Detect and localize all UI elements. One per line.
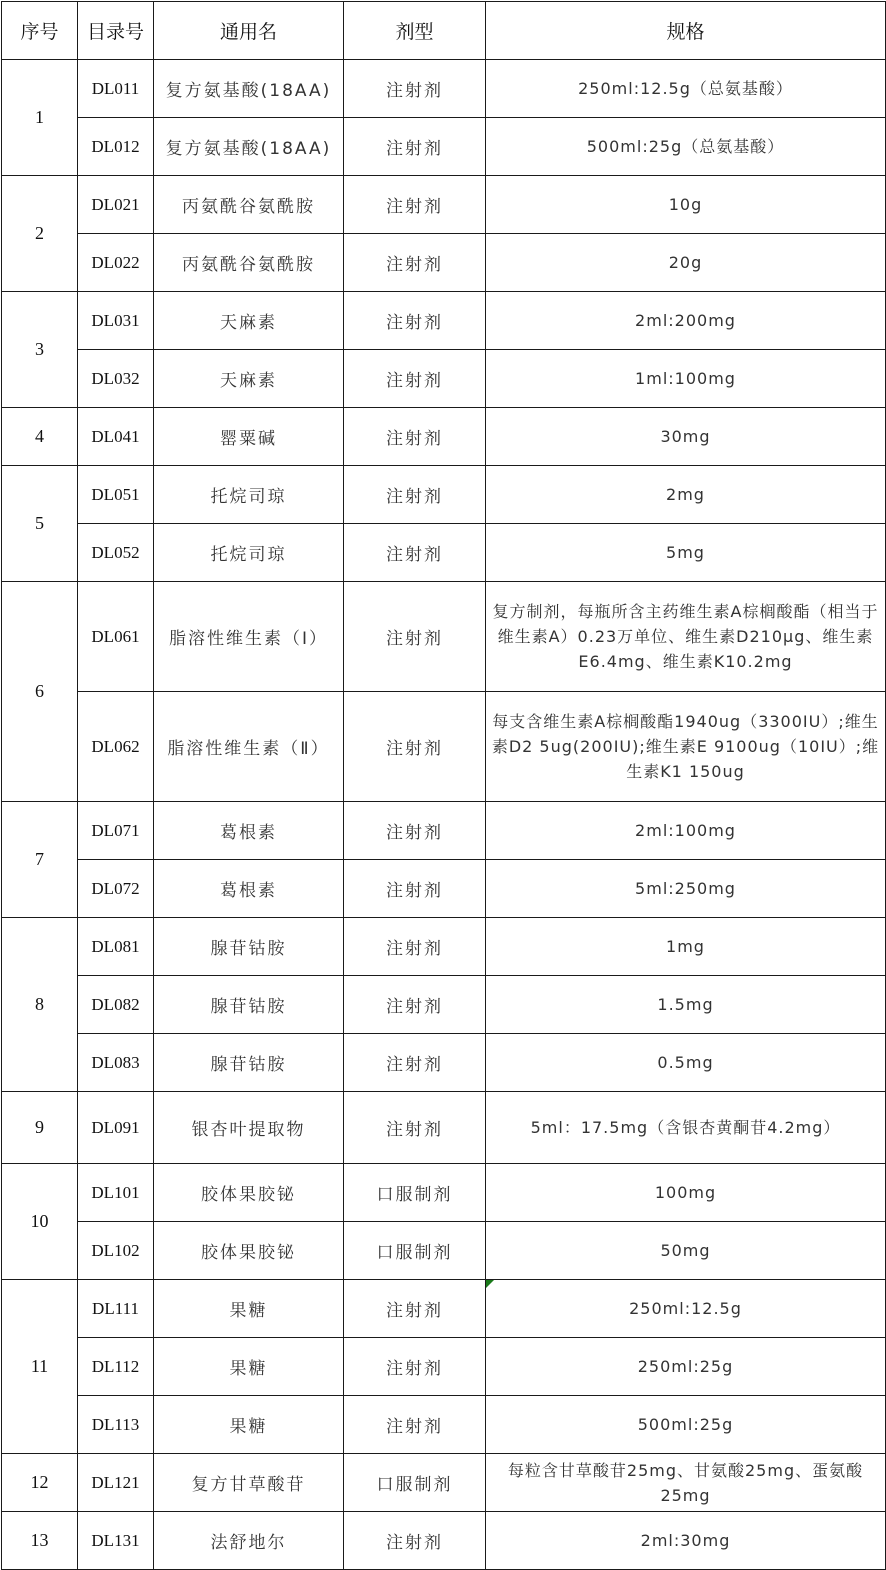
table-row xyxy=(2,408,886,466)
cell-catalog-code xyxy=(78,524,154,582)
cell-seq: 11 xyxy=(2,1280,78,1454)
cell-catalog-code xyxy=(78,1454,154,1512)
cell-dosage-form xyxy=(344,118,486,176)
cell-generic-name-text: 罂粟碱 xyxy=(220,429,277,449)
cell-catalog-code xyxy=(78,582,154,692)
cell-catalog-code xyxy=(78,1164,154,1222)
cell-specification xyxy=(486,524,886,582)
cell-generic-name xyxy=(154,234,344,292)
cell-catalog-code xyxy=(78,234,154,292)
cell-generic-name xyxy=(154,176,344,234)
table-body xyxy=(2,60,886,1570)
cell-specification-text: 1.5mg xyxy=(657,995,714,1014)
cell-dosage-form xyxy=(344,176,486,234)
table-row xyxy=(2,466,886,524)
cell-specification-text: 10g xyxy=(668,195,703,214)
cell-specification-text: 复方制剂，每瓶所含主药维生素A棕榈酸酯（相当于维生素A）0.23万单位、维生素D210μg、维生素E6.4mg、维生素K10.2mg xyxy=(492,602,879,671)
cell-generic-name xyxy=(154,60,344,118)
cell-dosage-form xyxy=(344,802,486,860)
cell-specification xyxy=(486,234,886,292)
cell-catalog-code-text: DL052 xyxy=(91,542,140,562)
cell-dosage-form xyxy=(344,524,486,582)
table-row xyxy=(2,802,886,860)
cell-specification xyxy=(486,1164,886,1222)
cell-dosage-form-text: 注射剂 xyxy=(386,1533,443,1553)
cell-dosage-form xyxy=(344,976,486,1034)
cell-catalog-code-text: DL022 xyxy=(91,252,140,272)
cell-seq: 10 xyxy=(2,1164,78,1280)
cell-generic-name xyxy=(154,976,344,1034)
cell-catalog-code-text: DL031 xyxy=(91,310,140,330)
cell-specification xyxy=(486,292,886,350)
table-row xyxy=(2,1164,886,1222)
cell-catalog-code-text: DL102 xyxy=(91,1240,140,1260)
cell-specification xyxy=(486,466,886,524)
cell-specification-text: 1mg xyxy=(666,937,705,956)
cell-generic-name-text: 腺苷钴胺 xyxy=(210,1055,287,1075)
cell-dosage-form xyxy=(344,466,486,524)
table-row xyxy=(2,582,886,692)
cell-generic-name xyxy=(154,802,344,860)
cell-specification-text: 5ml:250mg xyxy=(635,879,736,898)
cell-dosage-form xyxy=(344,350,486,408)
cell-dosage-form xyxy=(344,234,486,292)
cell-dosage-form xyxy=(344,1164,486,1222)
cell-generic-name-text: 丙氨酰谷氨酰胺 xyxy=(182,197,315,217)
cell-dosage-form xyxy=(344,860,486,918)
cell-specification xyxy=(486,860,886,918)
cell-dosage-form-text: 注射剂 xyxy=(386,313,443,333)
cell-catalog-code xyxy=(78,408,154,466)
cell-generic-name-text: 胶体果胶铋 xyxy=(201,1243,296,1263)
cell-generic-name-text: 复方甘草酸苷 xyxy=(191,1475,306,1495)
cell-catalog-code-text: DL072 xyxy=(91,878,140,898)
cell-specification-text: 500ml:25g xyxy=(637,1415,734,1434)
cell-dosage-form-text: 注射剂 xyxy=(386,429,443,449)
cell-dosage-form xyxy=(344,1034,486,1092)
cell-specification-text: 2mg xyxy=(666,485,705,504)
cell-catalog-code xyxy=(78,1280,154,1338)
comment-marker-icon xyxy=(486,1280,494,1288)
cell-generic-name xyxy=(154,1338,344,1396)
cell-catalog-code xyxy=(78,350,154,408)
cell-dosage-form xyxy=(344,1222,486,1280)
cell-generic-name xyxy=(154,1222,344,1280)
table-row xyxy=(2,1512,886,1570)
cell-generic-name-text: 法舒地尔 xyxy=(210,1533,287,1553)
cell-dosage-form-text: 注射剂 xyxy=(386,823,443,843)
cell-catalog-code-text: DL131 xyxy=(91,1530,140,1550)
cell-specification xyxy=(486,692,886,802)
cell-specification xyxy=(486,1092,886,1164)
cell-dosage-form xyxy=(344,1512,486,1570)
cell-generic-name-text: 胶体果胶铋 xyxy=(201,1185,296,1205)
cell-seq: 7 xyxy=(2,802,78,918)
cell-seq: 8 xyxy=(2,918,78,1092)
cell-specification-text: 250ml:25g xyxy=(637,1357,734,1376)
cell-specification xyxy=(486,1454,886,1512)
cell-dosage-form-text: 注射剂 xyxy=(386,545,443,565)
cell-catalog-code-text: DL071 xyxy=(91,820,140,840)
table-row xyxy=(2,1092,886,1164)
cell-dosage-form-text: 注射剂 xyxy=(386,371,443,391)
cell-specification xyxy=(486,118,886,176)
cell-dosage-form-text: 注射剂 xyxy=(386,939,443,959)
cell-catalog-code xyxy=(78,692,154,802)
cell-generic-name xyxy=(154,408,344,466)
cell-specification-text: 500ml:25g（总氨基酸） xyxy=(586,137,785,156)
cell-dosage-form-text: 注射剂 xyxy=(386,1055,443,1075)
cell-specification-text: 0.5mg xyxy=(657,1053,714,1072)
cell-catalog-code xyxy=(78,292,154,350)
cell-specification xyxy=(486,1280,886,1338)
cell-catalog-code xyxy=(78,860,154,918)
cell-dosage-form xyxy=(344,60,486,118)
cell-dosage-form xyxy=(344,408,486,466)
cell-generic-name xyxy=(154,1512,344,1570)
cell-catalog-code xyxy=(78,918,154,976)
table-row xyxy=(2,234,886,292)
cell-dosage-form xyxy=(344,918,486,976)
cell-catalog-code xyxy=(78,466,154,524)
cell-seq: 13 xyxy=(2,1512,78,1570)
table-row xyxy=(2,918,886,976)
cell-generic-name-text: 葛根素 xyxy=(220,881,277,901)
table-row xyxy=(2,1338,886,1396)
cell-dosage-form xyxy=(344,692,486,802)
cell-specification-text: 每支含维生素A棕榈酸酯1940ug（3300IU）;维生素D2 5ug(200IU);维生素E 9100ug（10IU）;维生素K1 150ug xyxy=(491,712,880,781)
cell-generic-name xyxy=(154,466,344,524)
cell-catalog-code-text: DL121 xyxy=(91,1472,140,1492)
cell-generic-name-text: 葛根素 xyxy=(220,823,277,843)
cell-catalog-code-text: DL021 xyxy=(91,194,140,214)
cell-seq: 4 xyxy=(2,408,78,466)
cell-generic-name-text: 果糖 xyxy=(229,1301,268,1321)
cell-generic-name xyxy=(154,1396,344,1454)
drug-catalog-table xyxy=(1,1,886,1570)
cell-generic-name xyxy=(154,1034,344,1092)
cell-dosage-form-text: 注射剂 xyxy=(386,81,443,101)
cell-specification-text: 每粒含甘草酸苷25mg、甘氨酸25mg、蛋氨酸25mg xyxy=(507,1460,864,1505)
cell-dosage-form xyxy=(344,292,486,350)
cell-dosage-form-text: 注射剂 xyxy=(386,1359,443,1379)
cell-catalog-code-text: DL041 xyxy=(91,426,140,446)
cell-seq: 12 xyxy=(2,1454,78,1512)
cell-specification-text: 30mg xyxy=(660,427,711,446)
cell-catalog-code xyxy=(78,60,154,118)
cell-specification xyxy=(486,350,886,408)
cell-generic-name xyxy=(154,524,344,582)
table-row xyxy=(2,1034,886,1092)
cell-specification-text: 250ml:12.5g xyxy=(629,1299,742,1318)
cell-generic-name-text: 银杏叶提取物 xyxy=(191,1120,306,1140)
cell-catalog-code-text: DL061 xyxy=(91,626,140,646)
table-row xyxy=(2,860,886,918)
cell-catalog-code-text: DL091 xyxy=(91,1117,140,1137)
cell-seq: 1 xyxy=(2,60,78,176)
cell-dosage-form-text: 注射剂 xyxy=(386,255,443,275)
cell-dosage-form-text: 口服制剂 xyxy=(376,1475,453,1495)
cell-generic-name-text: 复方氨基酸(18AA) xyxy=(165,81,332,101)
cell-catalog-code-text: DL111 xyxy=(92,1298,139,1318)
cell-dosage-form xyxy=(344,582,486,692)
cell-specification-text: 50mg xyxy=(660,1241,711,1260)
cell-dosage-form-text: 注射剂 xyxy=(386,487,443,507)
table-row xyxy=(2,692,886,802)
cell-dosage-form-text: 注射剂 xyxy=(386,881,443,901)
cell-generic-name xyxy=(154,292,344,350)
cell-generic-name xyxy=(154,350,344,408)
cell-generic-name-text: 托烷司琼 xyxy=(210,487,287,507)
cell-dosage-form xyxy=(344,1338,486,1396)
cell-catalog-code-text: DL081 xyxy=(91,936,140,956)
cell-generic-name xyxy=(154,918,344,976)
cell-generic-name xyxy=(154,860,344,918)
cell-catalog-code-text: DL101 xyxy=(91,1182,140,1202)
cell-specification xyxy=(486,1222,886,1280)
cell-dosage-form-text: 注射剂 xyxy=(386,139,443,159)
cell-generic-name xyxy=(154,1092,344,1164)
cell-dosage-form-text: 口服制剂 xyxy=(376,1185,453,1205)
cell-generic-name-text: 腺苷钴胺 xyxy=(210,939,287,959)
cell-specification xyxy=(486,582,886,692)
cell-specification xyxy=(486,1338,886,1396)
cell-specification-text: 100mg xyxy=(654,1183,717,1202)
cell-catalog-code-text: DL011 xyxy=(91,78,140,98)
table-row xyxy=(2,60,886,118)
cell-generic-name-text: 脂溶性维生素（Ⅰ） xyxy=(168,629,328,649)
cell-catalog-code xyxy=(78,1034,154,1092)
cell-specification-text: 5mg xyxy=(666,543,705,562)
cell-dosage-form-text: 注射剂 xyxy=(386,629,443,649)
cell-seq: 6 xyxy=(2,582,78,802)
cell-dosage-form xyxy=(344,1396,486,1454)
table-row xyxy=(2,976,886,1034)
cell-generic-name xyxy=(154,1164,344,1222)
cell-specification xyxy=(486,802,886,860)
cell-catalog-code xyxy=(78,1222,154,1280)
cell-catalog-code xyxy=(78,1512,154,1570)
cell-seq: 5 xyxy=(2,466,78,582)
cell-catalog-code xyxy=(78,1092,154,1164)
cell-catalog-code xyxy=(78,1338,154,1396)
table-row xyxy=(2,1396,886,1454)
cell-generic-name-text: 天麻素 xyxy=(220,313,277,333)
header-dosage-form: 剂型 xyxy=(344,2,486,60)
cell-generic-name xyxy=(154,118,344,176)
cell-catalog-code xyxy=(78,176,154,234)
table-row xyxy=(2,1222,886,1280)
cell-specification-text: 2ml:200mg xyxy=(635,311,736,330)
cell-dosage-form-text: 注射剂 xyxy=(386,197,443,217)
cell-seq: 9 xyxy=(2,1092,78,1164)
table-row xyxy=(2,1454,886,1512)
cell-catalog-code xyxy=(78,802,154,860)
cell-dosage-form-text: 口服制剂 xyxy=(376,1243,453,1263)
cell-catalog-code xyxy=(78,976,154,1034)
cell-catalog-code-text: DL083 xyxy=(91,1052,140,1072)
cell-dosage-form-text: 注射剂 xyxy=(386,739,443,759)
cell-specification xyxy=(486,1396,886,1454)
cell-catalog-code xyxy=(78,1396,154,1454)
cell-catalog-code-text: DL062 xyxy=(91,736,140,756)
cell-dosage-form-text: 注射剂 xyxy=(386,1120,443,1140)
cell-seq: 3 xyxy=(2,292,78,408)
cell-generic-name xyxy=(154,692,344,802)
cell-generic-name-text: 复方氨基酸(18AA) xyxy=(165,139,332,159)
cell-catalog-code-text: DL051 xyxy=(91,484,140,504)
cell-dosage-form xyxy=(344,1092,486,1164)
cell-catalog-code-text: DL032 xyxy=(91,368,140,388)
table-row xyxy=(2,176,886,234)
cell-specification-text: 250ml:12.5g（总氨基酸） xyxy=(578,79,793,98)
cell-specification xyxy=(486,976,886,1034)
cell-specification-text: 5ml：17.5mg（含银杏黄酮苷4.2mg） xyxy=(530,1118,841,1137)
cell-specification-text: 2ml:30mg xyxy=(640,1531,731,1550)
table-row xyxy=(2,524,886,582)
cell-seq: 2 xyxy=(2,176,78,292)
cell-specification xyxy=(486,1034,886,1092)
cell-generic-name-text: 果糖 xyxy=(229,1417,268,1437)
table-row xyxy=(2,118,886,176)
cell-generic-name-text: 丙氨酰谷氨酰胺 xyxy=(182,255,315,275)
cell-catalog-code-text: DL082 xyxy=(91,994,140,1014)
cell-generic-name-text: 果糖 xyxy=(229,1359,268,1379)
cell-dosage-form-text: 注射剂 xyxy=(386,1301,443,1321)
table-row xyxy=(2,350,886,408)
cell-specification xyxy=(486,1512,886,1570)
header-row xyxy=(2,2,886,60)
cell-specification-text: 1ml:100mg xyxy=(635,369,736,388)
cell-specification xyxy=(486,408,886,466)
cell-dosage-form-text: 注射剂 xyxy=(386,1417,443,1437)
cell-catalog-code-text: DL113 xyxy=(91,1414,140,1434)
cell-generic-name xyxy=(154,1454,344,1512)
cell-generic-name-text: 托烷司琼 xyxy=(210,545,287,565)
header-generic-name: 通用名 xyxy=(154,2,344,60)
cell-dosage-form xyxy=(344,1280,486,1338)
table-row xyxy=(2,1280,886,1338)
cell-catalog-code xyxy=(78,118,154,176)
cell-generic-name-text: 脂溶性维生素（Ⅱ） xyxy=(167,739,330,759)
cell-generic-name-text: 天麻素 xyxy=(220,371,277,391)
cell-specification xyxy=(486,918,886,976)
header-catalog-code: 目录号 xyxy=(78,2,154,60)
table-row xyxy=(2,292,886,350)
header-specification: 规格 xyxy=(486,2,886,60)
cell-generic-name xyxy=(154,582,344,692)
cell-dosage-form xyxy=(344,1454,486,1512)
cell-dosage-form-text: 注射剂 xyxy=(386,997,443,1017)
cell-specification xyxy=(486,176,886,234)
cell-specification-text: 20g xyxy=(668,253,703,272)
cell-catalog-code-text: DL012 xyxy=(91,136,140,156)
cell-specification-text: 2ml:100mg xyxy=(635,821,736,840)
cell-generic-name xyxy=(154,1280,344,1338)
header-seq: 序号 xyxy=(2,2,78,60)
cell-catalog-code-text: DL112 xyxy=(91,1356,140,1376)
cell-generic-name-text: 腺苷钴胺 xyxy=(210,997,287,1017)
cell-specification xyxy=(486,60,886,118)
